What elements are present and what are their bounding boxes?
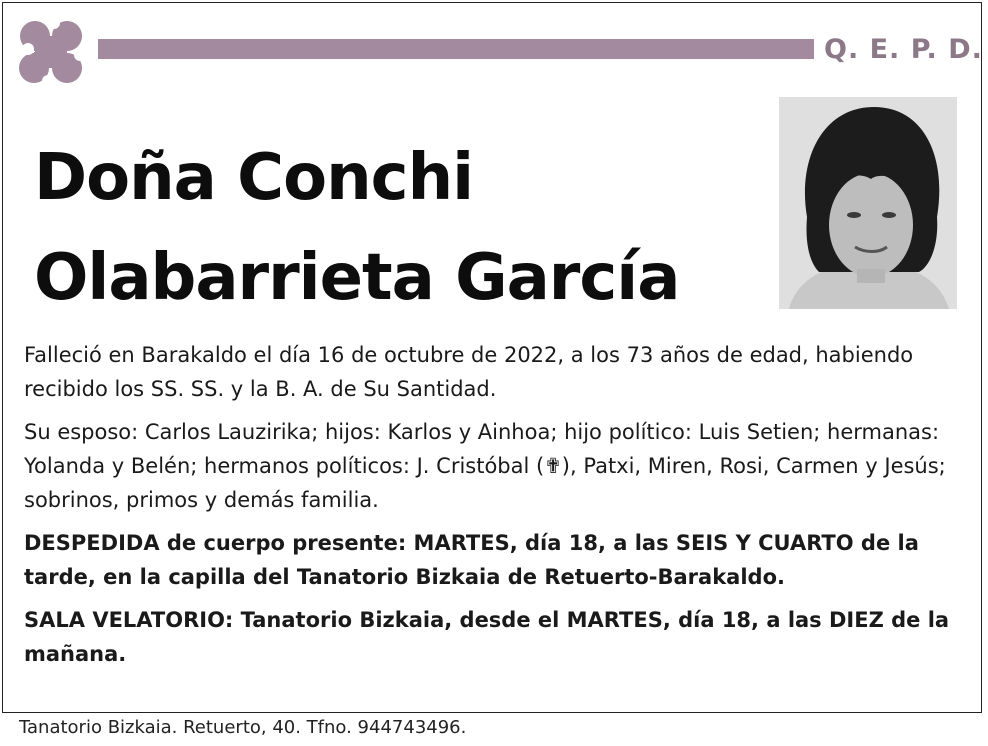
deceased-name [34,128,679,328]
death-notice-paragraph: Falleció en Barakaldo el día 16 de octubre de 2022, a los 73 años de edad, habiendo recibido los SS. SS. y la B. A. de Su Santidad. [24,343,914,401]
wake-room-paragraph: SALA VELATORIO: Tanatorio Bizkaia, desde el MARTES, día 18, a las DIEZ de la mañana. [24,608,950,666]
header-bar [98,39,814,59]
family-paragraph: Su esposo: Carlos Lauzirika; hijos: Karlos y Ainhoa; hijo político: Luis Setien; hermanas: Yolanda y Belén; hermanos políticos: J. Cristóbal (✟), Patxi, Miren, Rosi, Carmen y Jesús; sobrinos, primos y demás familia. [24,420,946,512]
lauburu-icon [8,10,94,94]
portrait-photo [779,97,957,309]
farewell-paragraph: DESPEDIDA de cuerpo presente: MARTES, día 18, a las SEIS Y CUARTO de la tarde, en la capilla del Tanatorio Bizkaia de Retuerto-Barakaldo. [24,531,919,589]
name-line-1: Doña Conchi [34,141,474,215]
obituary-body [24,338,969,680]
footer-address: Tanatorio Bizkaia. Retuerto, 40. Tfno. 944743496. [19,717,467,738]
qepd-label: Q. E. P. D. [824,34,983,65]
name-line-2: Olabarrieta García [34,241,680,315]
